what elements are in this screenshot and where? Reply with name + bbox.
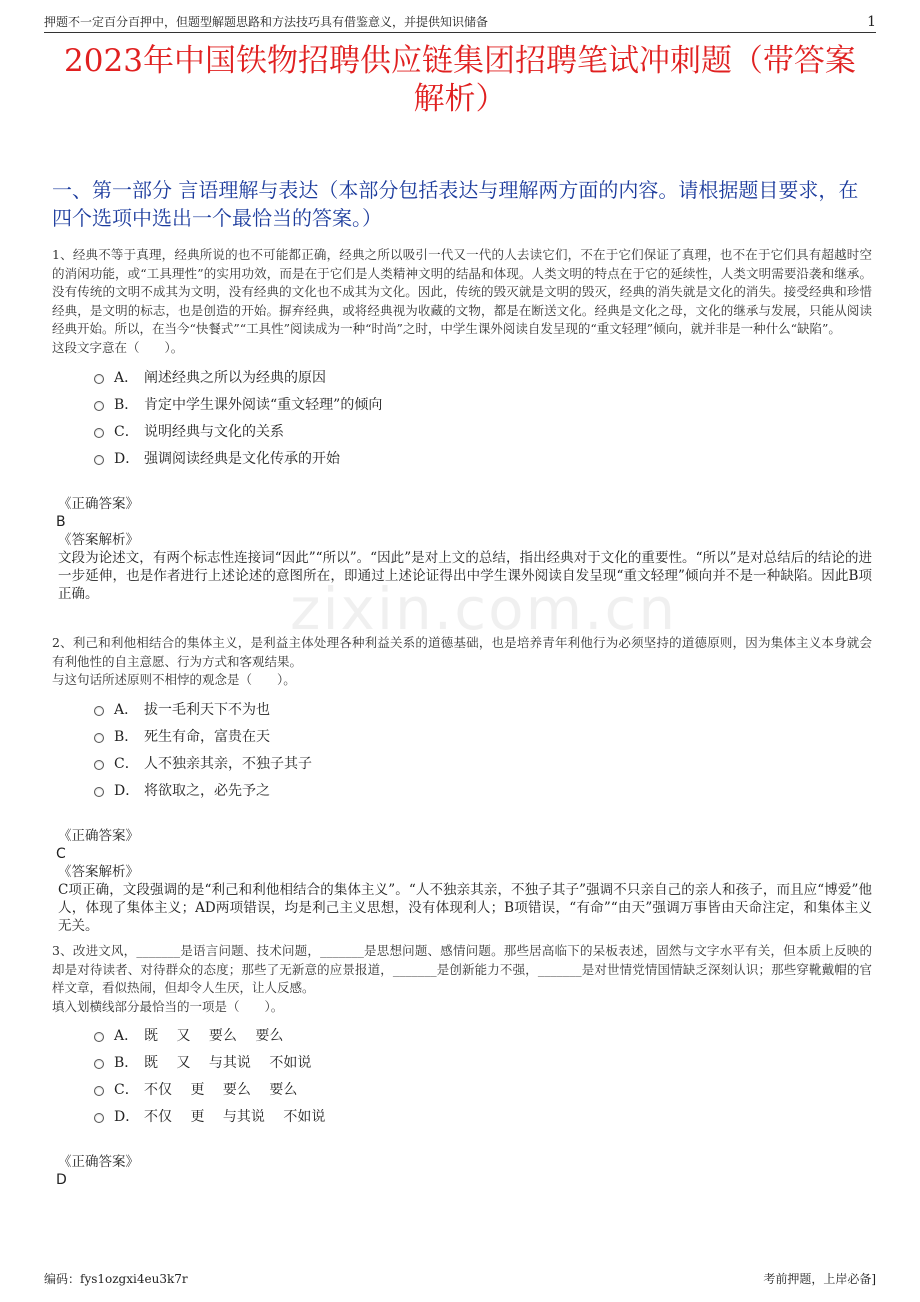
- answer-value: D: [56, 1172, 67, 1189]
- option-text: 强调阅读经典是文化传承的开始: [144, 450, 340, 467]
- option-c[interactable]: [92, 419, 872, 446]
- option-a[interactable]: [92, 1023, 872, 1050]
- option-text: 拔一毛利天下不为也: [144, 701, 270, 718]
- option-text: 肯定中学生课外阅读“重文轻理”的倾向: [144, 396, 383, 413]
- page-header: [44, 12, 876, 33]
- radio-icon[interactable]: [94, 455, 104, 465]
- option-b[interactable]: [92, 392, 872, 419]
- option-d[interactable]: [92, 1104, 872, 1131]
- option-text: 不仅 更 与其说 不如说: [144, 1109, 326, 1126]
- radio-icon[interactable]: [94, 1113, 104, 1123]
- question-text: 3、改进文风，_______是语言问题、技术问题，_______是思想问题、感情问题。那些居高临下的呆板表述，固然与文字水平有关，但本质上反映的却是对待读者、对待群众的态度；那些了无新意的应景报道，_______是创新能力不强，_______是对世情党情国情缺乏深刻认识；那些穿靴戴帽的官样文章，看似热闹，但却令人生厌，让人反感。: [52, 943, 872, 996]
- radio-icon[interactable]: [94, 1059, 104, 1069]
- question-2: [52, 634, 872, 935]
- option-c[interactable]: [92, 1077, 872, 1104]
- page-number: 1: [867, 14, 876, 30]
- explanation-heading: 《答案解析》: [58, 863, 139, 880]
- option-text: 死生有命，富贵在天: [144, 728, 270, 745]
- radio-icon[interactable]: [94, 1032, 104, 1042]
- document-title: 2023年中国铁物招聘供应链集团招聘笔试冲刺题（带答案解析）: [64, 43, 856, 117]
- option-label: B．: [114, 396, 139, 413]
- option-list: [92, 365, 872, 473]
- question-stem: 与这句话所述原则不相悖的观念是（ ）。: [52, 672, 296, 688]
- option-label: B．: [114, 1055, 139, 1072]
- question-stem: 填入划横线部分最恰当的一项是（ ）。: [52, 998, 284, 1014]
- radio-icon[interactable]: [94, 401, 104, 411]
- option-list: [92, 697, 872, 805]
- option-label: C．: [114, 755, 139, 772]
- radio-icon[interactable]: [94, 706, 104, 716]
- question-stem: 这段文字意在（ ）。: [52, 339, 184, 355]
- header-note: 押题不一定百分百押中，但题型解题思路和方法技巧具有借鉴意义，并提供知识储备: [44, 15, 489, 29]
- option-label: A．: [114, 369, 139, 386]
- option-d[interactable]: [92, 446, 872, 473]
- option-label: A．: [114, 701, 139, 718]
- option-label: B．: [114, 728, 139, 745]
- option-label: D．: [114, 1109, 140, 1126]
- option-a[interactable]: [92, 697, 872, 724]
- radio-icon[interactable]: [94, 374, 104, 384]
- footer-slogan: 考前押题，上岸必备]: [763, 1272, 876, 1286]
- question-text: 1、经典不等于真理，经典所说的也不可能都正确，经典之所以吸引一代又一代的人去读它们，不在于它们保证了真理，也不在于它们具有超越时空的消闲功能，或“工具理性”的实用功效，而是在于它们是人类精神文明的结晶和体现。人类文明的特点在于它的延续性，人类文明需要沿袭和继承。没有传统的文明不成其为文明，没有经典的文化也不成其为文化。因此，传统的毁灭就是文明的毁灭，经典的消失就是文化的消失。接受经典和珍惜经典，是文明的标志，也是创造的开始。摒弃经典，或将经典视为收藏的文物，都是在断送文化。经典是文化之母，文化的继承与发展，只能从阅读经典开始。所以，在当今“快餐式”“工具性”阅读成为一种“时尚”之时，中学生课外阅读自发呈现的“重文轻理”倾向，就并非是一种什么“缺陷”。: [52, 247, 872, 337]
- answer-value: B: [56, 513, 66, 530]
- option-label: D．: [114, 782, 140, 799]
- question-text: 2、利己和利他相结合的集体主义，是利益主体处理各种利益关系的道德基础，也是培养青年利他行为必须坚持的道德原则，因为集体主义本身就会有利他性的自主意愿、行为方式和客观结果。: [52, 635, 872, 669]
- option-list: [92, 1023, 872, 1131]
- option-text: 说明经典与文化的关系: [144, 423, 284, 440]
- document-code: 编码：fys1ozgxi4eu3k7r: [44, 1272, 188, 1286]
- option-label: C．: [114, 423, 139, 440]
- option-a[interactable]: [92, 365, 872, 392]
- option-label: A．: [114, 1028, 139, 1045]
- option-d[interactable]: [92, 778, 872, 805]
- answer-value: C: [56, 845, 66, 862]
- option-label: D．: [114, 450, 140, 467]
- answer-heading: 《正确答案》: [58, 1154, 139, 1171]
- section-heading: 一、第一部分 言语理解与表达（本部分包括表达与理解两方面的内容。请根据题目要求，在四个选项中选出一个最恰当的答案。）: [52, 178, 859, 230]
- explanation-text: C项正确，文段强调的是“利己和利他相结合的集体主义”。“人不独亲其亲，不独子其子”强调不只亲自己的亲人和孩子，而且应“博爱”他人，体现了集体主义；AD两项错误，均是利己主义思想，没有体现利人；B项错误，“有命”“由天”强调万事皆由天命注定，和集体主义无关。: [58, 881, 872, 935]
- option-c[interactable]: [92, 751, 872, 778]
- explanation-text: 文段为论述文，有两个标志性连接词“因此”“所以”。“因此”是对上文的总结，指出经典对于文化的重要性。“所以”是对总结后的结论的进一步延伸，也是作者进行上述论述的意图所在，即通过上述论证得出中学生课外阅读自发呈现“重文轻理”倾向并不是一种缺陷。因此B项正确。: [58, 549, 872, 602]
- answer-heading: 《正确答案》: [58, 827, 139, 844]
- option-label: C．: [114, 1082, 139, 1099]
- radio-icon[interactable]: [94, 787, 104, 797]
- option-b[interactable]: [92, 1050, 872, 1077]
- option-text: 既 又 要么 要么: [144, 1028, 284, 1045]
- explanation-heading: 《答案解析》: [58, 531, 139, 548]
- radio-icon[interactable]: [94, 428, 104, 438]
- option-text: 人不独亲其亲，不独子其子: [144, 755, 312, 772]
- radio-icon[interactable]: [94, 733, 104, 743]
- watermark: zixin.com.cn: [290, 575, 678, 643]
- answer-heading: 《正确答案》: [58, 495, 139, 512]
- radio-icon[interactable]: [94, 760, 104, 770]
- option-text: 阐述经典之所以为经典的原因: [144, 369, 326, 386]
- question-3: [52, 942, 872, 1189]
- option-text: 不仅 更 要么 要么: [144, 1082, 298, 1099]
- radio-icon[interactable]: [94, 1086, 104, 1096]
- option-b[interactable]: [92, 724, 872, 751]
- option-text: 既 又 与其说 不如说: [144, 1055, 312, 1072]
- question-1: [52, 246, 872, 603]
- option-text: 将欲取之，必先予之: [144, 782, 270, 799]
- page-footer: [44, 1270, 876, 1288]
